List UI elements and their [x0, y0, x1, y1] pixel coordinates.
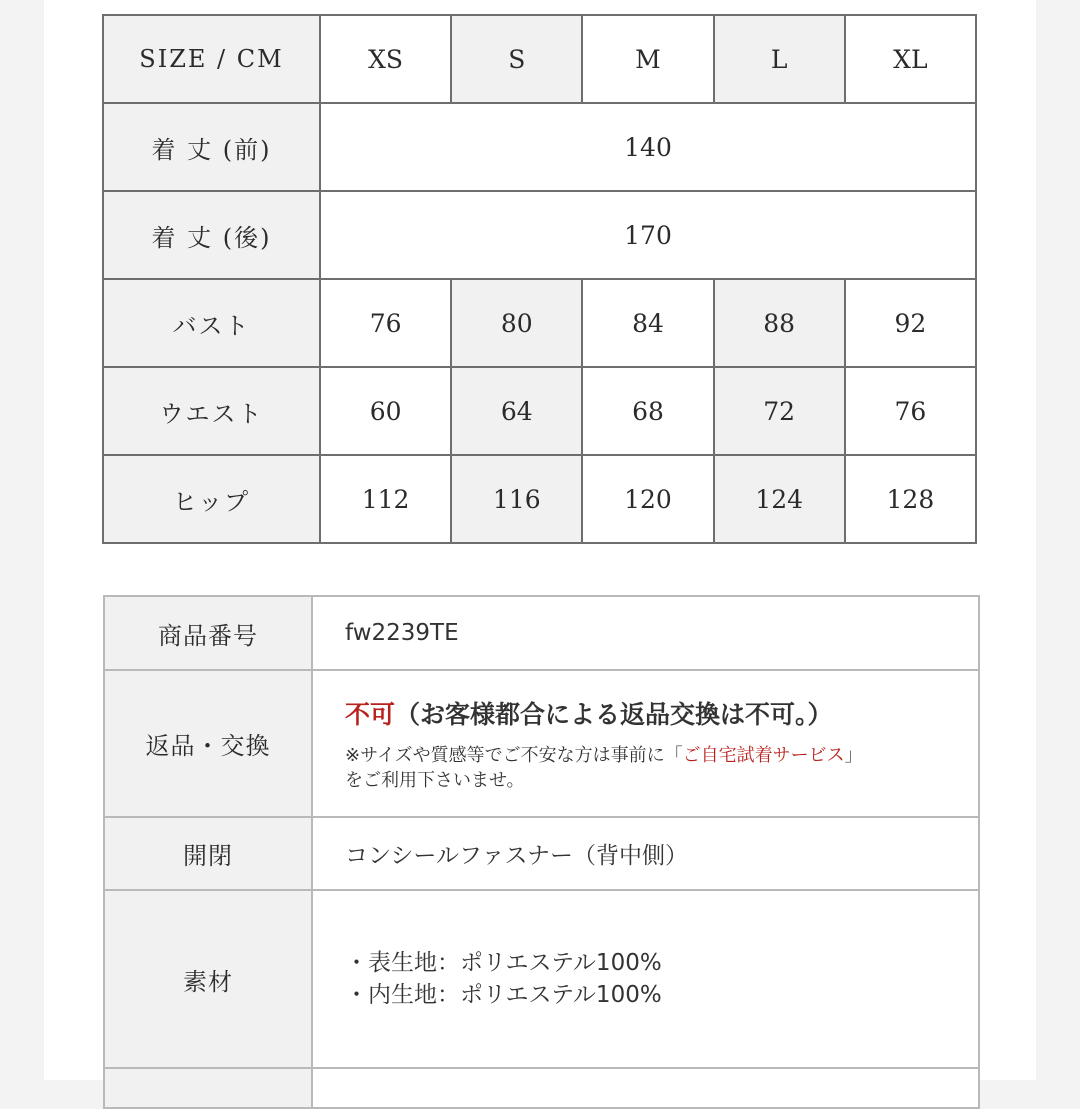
material-line-outer: ・表生地：ポリエステル100% — [345, 950, 662, 976]
closure-label: 開閉 — [104, 817, 312, 890]
hip-label: ヒップ — [103, 455, 320, 543]
material-line-lining: ・内生地：ポリエステル100% — [345, 982, 662, 1008]
bust-xs: 76 — [320, 279, 451, 367]
length-front-value: 140 — [320, 103, 976, 191]
material-row — [104, 890, 979, 1068]
bust-l: 88 — [714, 279, 845, 367]
size-row-waist — [103, 367, 976, 455]
size-chart-table — [102, 14, 977, 544]
waist-xs: 60 — [320, 367, 451, 455]
bust-label: バスト — [103, 279, 320, 367]
bust-s: 80 — [451, 279, 582, 367]
size-header-row — [103, 15, 976, 103]
bust-m: 84 — [582, 279, 713, 367]
waist-s: 64 — [451, 367, 582, 455]
returns-status: 不可 — [345, 699, 396, 729]
waist-xl: 76 — [845, 367, 976, 455]
hip-m: 120 — [582, 455, 713, 543]
bust-xl: 92 — [845, 279, 976, 367]
hip-xl: 128 — [845, 455, 976, 543]
returns-row — [104, 670, 979, 817]
hip-xs: 112 — [320, 455, 451, 543]
size-row-length-front — [103, 103, 976, 191]
material-value — [312, 890, 979, 1068]
returns-policy — [345, 695, 978, 731]
returns-note-suffix: 」 — [844, 744, 863, 766]
length-front-label: 着 丈 (前) — [103, 103, 320, 191]
size-header-label: SIZE / CM — [103, 15, 320, 103]
item-number-label: 商品番号 — [104, 596, 312, 670]
home-fitting-service-link[interactable]: ご自宅試着サービス — [682, 744, 845, 766]
item-number-value: fw2239TE — [312, 596, 979, 670]
returns-note — [345, 743, 978, 793]
returns-note-line2: をご利用下さいませ。 — [345, 769, 525, 791]
size-row-bust — [103, 279, 976, 367]
product-info-table — [103, 595, 980, 1109]
size-header-m: M — [582, 15, 713, 103]
returns-value — [312, 670, 979, 817]
length-back-label: 着 丈 (後) — [103, 191, 320, 279]
size-header-xl: XL — [845, 15, 976, 103]
size-row-length-back — [103, 191, 976, 279]
next-row-value — [312, 1068, 979, 1108]
returns-label: 返品・交換 — [104, 670, 312, 817]
size-row-hip — [103, 455, 976, 543]
length-back-value: 170 — [320, 191, 976, 279]
closure-value: コンシールファスナー（背中側） — [312, 817, 979, 890]
returns-status-detail: （お客様都合による返品交換は不可。） — [395, 699, 833, 729]
returns-note-prefix: ※サイズや質感等でご不安な方は事前に「 — [345, 744, 683, 766]
hip-s: 116 — [451, 455, 582, 543]
waist-label: ウエスト — [103, 367, 320, 455]
size-header-s: S — [451, 15, 582, 103]
waist-m: 68 — [582, 367, 713, 455]
material-label: 素材 — [104, 890, 312, 1068]
waist-l: 72 — [714, 367, 845, 455]
item-number-row — [104, 596, 979, 670]
size-header-l: L — [714, 15, 845, 103]
next-row-partial — [104, 1068, 979, 1108]
size-header-xs: XS — [320, 15, 451, 103]
hip-l: 124 — [714, 455, 845, 543]
next-row-label — [104, 1068, 312, 1108]
closure-row — [104, 817, 979, 890]
